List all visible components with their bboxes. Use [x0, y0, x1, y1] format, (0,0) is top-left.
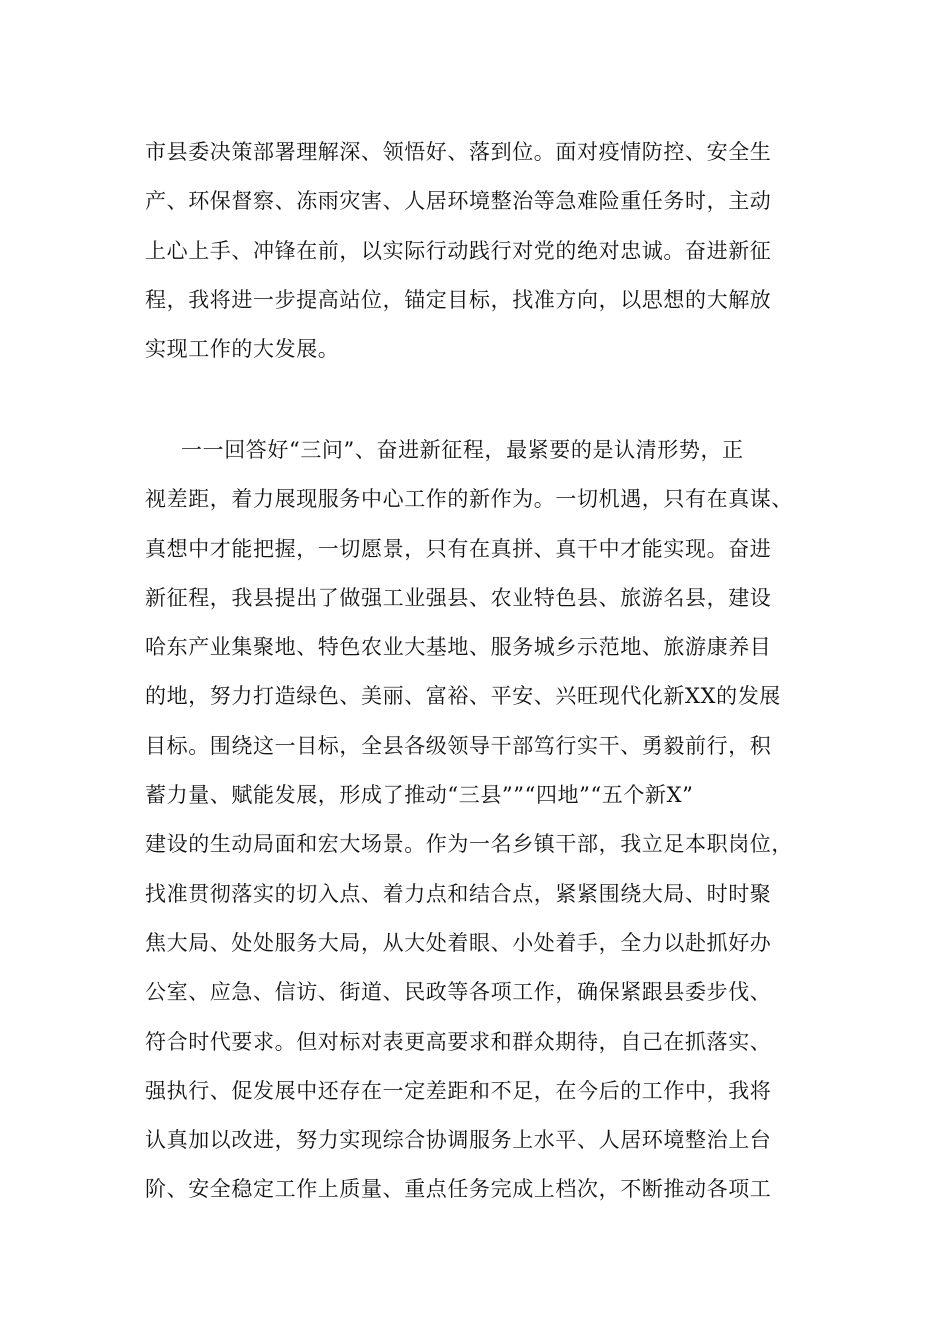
text-line: 阶、安全稳定工作上质量、重点任务完成上档次，不断推动各项工 — [145, 1177, 772, 1202]
text-line: 视差距，着力展现服务中心工作的新作为。一切机遇，只有在真谋、 — [145, 487, 793, 512]
text-line: 公室、应急、信访、街道、民政等各项工作，确保紧跟县委步伐、 — [145, 980, 772, 1005]
text-line: 符合时代要求。但对标对表更高要求和群众期待，自己在抓落实、 — [145, 1029, 772, 1054]
text-line: 强执行、促发展中还存在一定差距和不足，在今后的工作中，我将 — [145, 1078, 772, 1103]
paragraph-1 — [145, 128, 835, 374]
text-line: 一一回答好“三问”、奋进新征程，最紧要的是认清形势，正 — [181, 438, 744, 462]
text-line: 真想中才能把握，一切愿景，只有在真拼、真干中才能实现。奋进 — [145, 536, 772, 561]
text-line: 市县委决策部署理解深、领悟好、落到位。面对疫情防控、安全生 — [145, 140, 772, 164]
text-line: 焦大局、处处服务大局，从大处着眼、小处着手，全力以赴抓好办 — [145, 930, 772, 955]
text-line: 上心上手、冲锋在前，以实际行动践行对党的绝对忠诚。奋进新征 — [145, 238, 772, 263]
text-line: 程，我将进一步提高站位，锚定目标，找准方向，以思想的大解放 — [145, 287, 772, 312]
text-line: 产、环保督察、冻雨灾害、人居环境整治等急难险重任务时，主动 — [145, 189, 772, 214]
text-line: 的地，努力打造绿色、美丽、富裕、平安、兴旺现代化新XX的发展 — [145, 684, 781, 709]
paragraph-2 — [145, 426, 835, 1215]
text-line: 目标。围绕这一目标，全县各级领导干部笃行实干、勇毅前行，积 — [145, 733, 772, 758]
text-line: 认真加以改进，努力实现综合协调服务上水平、人居环境整治上台 — [145, 1128, 772, 1153]
text-line: 哈东产业集聚地、特色农业大基地、服务城乡示范地、旅游康养目 — [145, 635, 772, 660]
text-line: 蓄力量、赋能发展，形成了推动“三县””“四地”“五个新X” — [145, 783, 694, 808]
text-line: 找准贯彻落实的切入点、着力点和结合点，紧紧围绕大局、时时聚 — [145, 881, 772, 906]
text-line: 实现工作的大发展。 — [145, 337, 340, 362]
text-line: 新征程，我县提出了做强工业强县、农业特色县、旅游名县，建设 — [145, 585, 772, 610]
text-line: 建设的生动局面和宏大场景。作为一名乡镇干部，我立足本职岗位， — [145, 832, 793, 857]
